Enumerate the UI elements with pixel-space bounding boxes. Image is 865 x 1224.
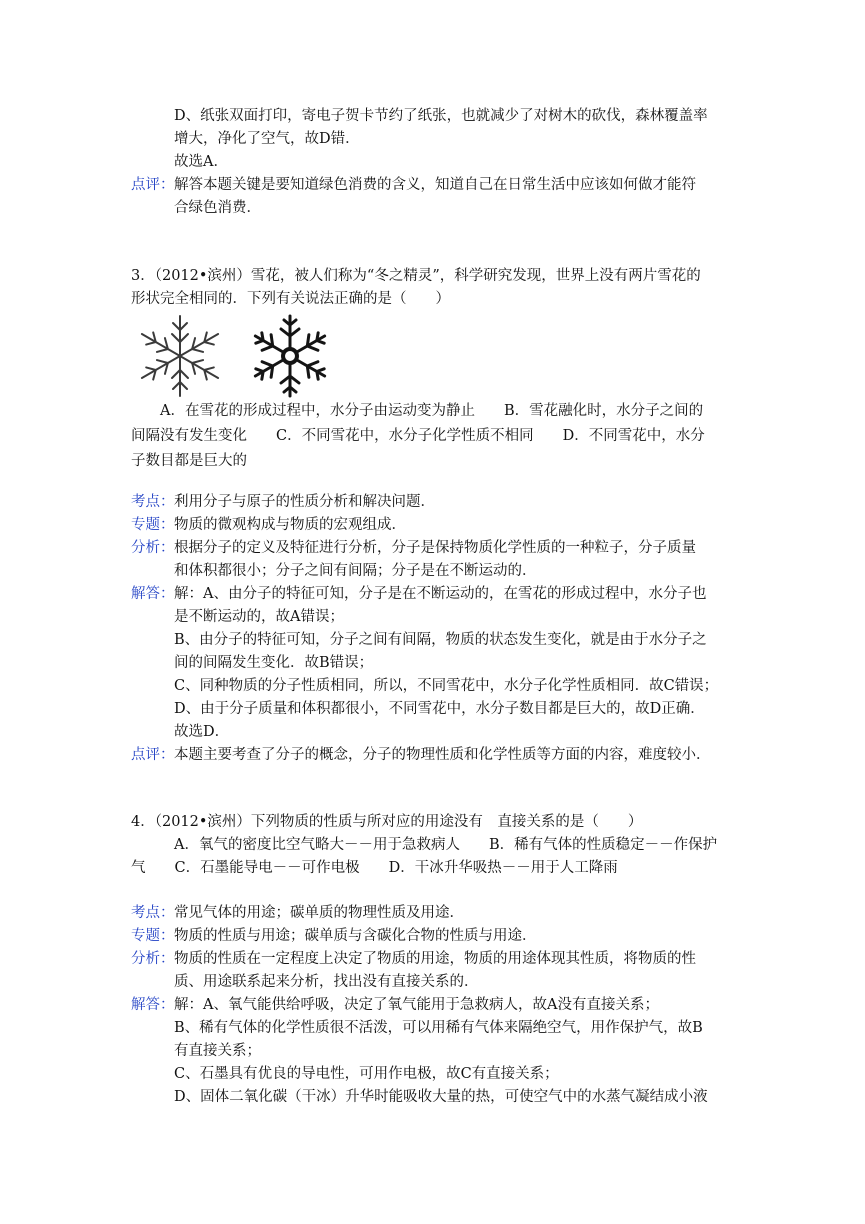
q4-jieda-line: C、石墨具有优良的导电性，可用作电极，故C有直接关系； <box>174 1066 559 1082</box>
comment-line: 解答本题关键是要知道绿色消费的含义，知道自己在日常生活中应该如何做才能符 <box>174 177 696 193</box>
q3-fenxi-line: 根据分子的定义及特征进行分析，分子是保持物质化学性质的一种粒子，分子质量 <box>174 540 696 556</box>
answer-line: D、纸张双面打印，寄电子贺卡节约了纸张，也就减少了对树木的砍伐，森林覆盖率 <box>174 108 708 124</box>
q3-jieda-line: 故选D． <box>174 724 230 740</box>
q3-jieda-line: 间的间隔发生变化．故B错误； <box>174 655 374 671</box>
q4-fenxi-tag: 分析： <box>131 951 175 967</box>
q3-option-line: 子数目都是巨大的 <box>131 453 247 469</box>
q4-zhuanti-tag: 专题： <box>131 928 175 944</box>
q4-jieda-line: D、固体二氧化碳（干冰）升华时能吸收大量的热，可使空气中的水蒸气凝结成小液 <box>174 1089 708 1105</box>
q3-jieda-line: 是不断运动的，故A错误； <box>174 609 344 625</box>
q4-jieda-line: 有直接关系； <box>174 1043 261 1059</box>
q4-jieda-line: B、稀有气体的化学性质很不活泼，可以用稀有气体来隔绝空气，用作保护气，故B <box>174 1020 703 1036</box>
q4-jieda-line: 解：A、氧气能供给呼吸，决定了氧气能用于急救病人，故A没有直接关系； <box>174 997 659 1013</box>
q4-kaodian: 常见气体的用途；碳单质的物理性质及用途． <box>174 905 464 921</box>
q4-stem: 4．（2012•滨州）下列物质的性质与所对应的用途没有 直接关系的是（ ） <box>131 814 643 830</box>
q3-dianping-tag: 点评： <box>131 747 175 763</box>
q3-option-line: 间隔没有发生变化 C．不同雪花中，水分子化学性质不相同 D．不同雪花中，水分 <box>131 428 705 444</box>
q3-dianping: 本题主要考查了分子的概念，分子的物理性质和化学性质等方面的内容，难度较小． <box>174 747 711 763</box>
q3-stem: 形状完全相同的．下列有关说法正确的是（ ） <box>131 291 450 307</box>
q3-kaodian: 利用分子与原子的性质分析和解决问题． <box>174 494 435 510</box>
q3-zhuanti-tag: 专题： <box>131 517 175 533</box>
q4-fenxi-line: 物质的性质在一定程度上决定了物质的用途，物质的用途体现其性质，将物质的性 <box>174 951 696 967</box>
q4-zhuanti: 物质的性质与用途；碳单质与含碳化合物的性质与用途． <box>174 928 537 944</box>
q4-option-line: 气 C．石墨能导电－－可作电极 D．干冰升华吸热－－用于人工降雨 <box>131 860 618 876</box>
snowflake-image-1 <box>131 313 229 399</box>
q3-jieda-line: D、由于分子质量和体积都很小，不同雪花中，水分子数目都是巨大的，故D正确． <box>174 701 705 717</box>
q4-fenxi-line: 质、用途联系起来分析，找出没有直接关系的． <box>174 974 479 990</box>
answer-line: 增大，净化了空气，故D错． <box>174 131 360 147</box>
snowflake-image-2 <box>244 313 336 399</box>
q3-fenxi-tag: 分析： <box>131 540 175 556</box>
comment-tag: 点评： <box>131 177 175 193</box>
q3-zhuanti: 物质的微观构成与物质的宏观组成． <box>174 517 406 533</box>
comment-line: 合绿色消费． <box>174 200 261 216</box>
q4-kaodian-tag: 考点： <box>131 905 175 921</box>
q3-jieda-line: C、同种物质的分子性质相同，所以，不同雪花中，水分子化学性质相同．故C错误； <box>174 678 719 694</box>
answer-line: 故选A． <box>174 154 228 170</box>
q3-jieda-line: 解：A、由分子的特征可知，分子是在不断运动的，在雪花的形成过程中，水分子也 <box>174 586 707 602</box>
q3-jieda-tag: 解答： <box>131 586 175 602</box>
q3-fenxi-line: 和体积都很小；分子之间有间隔；分子是在不断运动的． <box>174 563 537 579</box>
q4-option-line: A．氧气的密度比空气略大－－用于急救病人 B．稀有气体的性质稳定－－作保护 <box>174 837 718 853</box>
q3-stem: 3．（2012•滨州）雪花，被人们称为“冬之精灵”，科学研究发现，世界上没有两片雪花的 <box>131 268 701 284</box>
q3-option-line: A．在雪花的形成过程中，水分子由运动变为静止 B．雪花融化时，水分子之间的 <box>160 403 704 419</box>
q3-jieda-line: B、由分子的特征可知，分子之间有间隔，物质的状态发生变化，就是由于水分子之 <box>174 632 707 648</box>
q4-jieda-tag: 解答： <box>131 997 175 1013</box>
q3-kaodian-tag: 考点： <box>131 494 175 510</box>
